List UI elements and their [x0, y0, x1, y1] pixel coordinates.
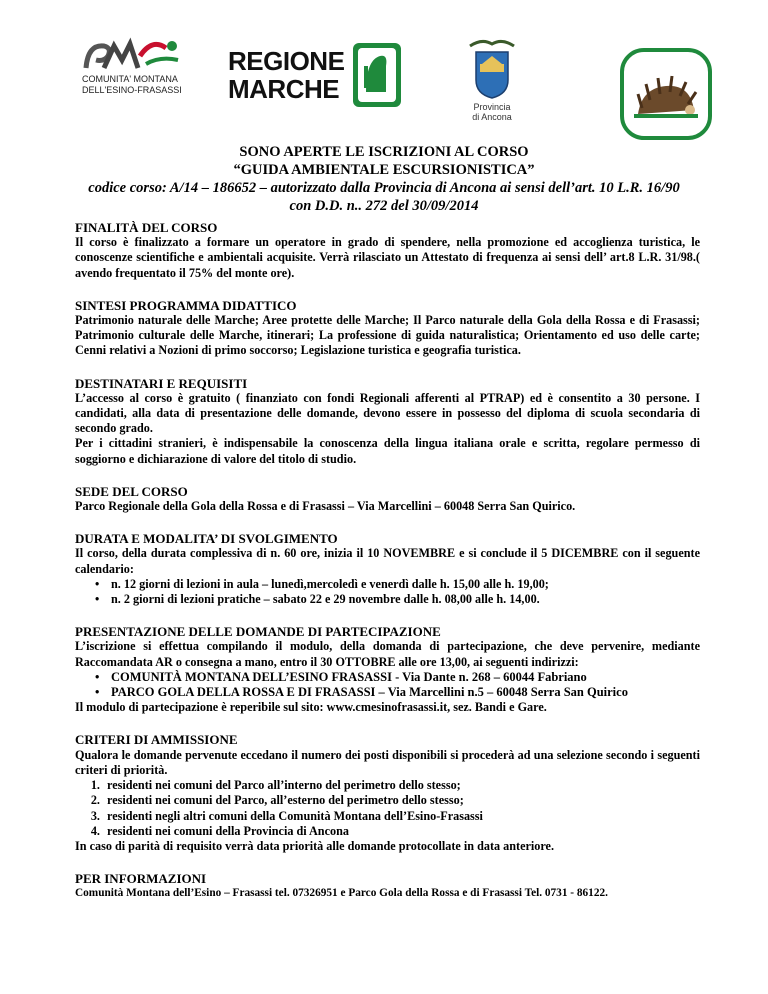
regione-marche-logo — [228, 48, 408, 114]
section-title: DESTINATARI E REQUISITI — [75, 375, 248, 391]
section-title: PER INFORMAZIONI — [75, 871, 207, 887]
section-sede — [75, 484, 700, 514]
section-durata — [75, 531, 700, 607]
announcement-heading — [40, 143, 728, 215]
section-criteri — [75, 732, 700, 854]
section-title: DURATA E MODALITA’ DI SVOLGIMENTO — [75, 531, 338, 547]
list-item: 3. residenti negli altri comuni della Comunità Montana dell’Esino-Frasassi — [103, 809, 700, 824]
provincia-text — [466, 102, 518, 122]
list-item: • PARCO GOLA DELLA ROSSA E DI FRASASSI – Via Marcellini n.5 – 60048 Serra San Quirico — [97, 685, 700, 700]
section-info — [75, 871, 700, 901]
section-text: L’iscrizione si effettua compilando il modulo, della domanda di partecipazione, che deve pervenire, mediante Raccomandata AR o consegna a mano, entro il 30 OTTOBRE alle ore 13,00, ai seguenti indirizzi: — [75, 639, 700, 669]
regione-marche-line1: REGIONE — [228, 46, 345, 76]
section-sintesi — [75, 298, 700, 359]
section-finalita — [75, 220, 700, 281]
section-title: SINTESI PROGRAMMA DIDATTICO — [75, 297, 297, 313]
course-code: codice corso: A/14 – 186652 – autorizzato dalla Provincia di Ancona ai sensi dell’art. 10 L.R. 16/90 — [88, 180, 680, 196]
parco-gola-rossa-logo — [620, 48, 712, 140]
provincia-ancona-logo — [462, 36, 522, 126]
regione-marche-emblem-icon — [352, 42, 402, 108]
section-text: Parco Regionale della Gola della Rossa e di Frasassi – Via Marcellini – 60048 Serra San Quirico. — [75, 499, 576, 514]
schedule-list — [75, 577, 700, 607]
address-list — [75, 670, 700, 700]
list-item: 1. residenti nei comuni del Parco all’interno del perimetro dello stesso; — [103, 778, 700, 793]
list-item: • COMUNITÀ MONTANA DELL’ESINO FRASASSI - Via Dante n. 268 – 60044 Fabriano — [97, 670, 700, 685]
comunita-montana-line2: DELL'ESINO-FRASASSI — [82, 85, 182, 95]
document-body — [75, 220, 700, 919]
comunita-montana-line1: COMUNITA' MONTANA — [82, 74, 178, 84]
comunita-montana-text — [82, 74, 182, 96]
section-footer: In caso di parità di requisito verrà data priorità alle domande protocollate in data anteriore. — [75, 838, 555, 853]
section-footer: Il modulo di partecipazione è reperibile sul sito: www.cmesinofrasassi.it, sez. Bandi e Gare. — [75, 700, 547, 715]
provincia-line1: Provincia — [473, 102, 511, 112]
list-item: 4. residenti nei comuni della Provincia di Ancona — [103, 824, 700, 839]
section-text: Qualora le domande pervenute eccedano il numero dei posti disponibili si procederà ad una selezione secondo i seguenti criteri di priorità. — [75, 747, 700, 777]
list-item: • n. 12 giorni di lezioni in aula – lunedì,mercoledì e venerdì dalle h. 15,00 alle h. 19,00; — [97, 577, 700, 592]
section-title: SEDE DEL CORSO — [75, 483, 188, 499]
course-decree: con D.D. n.. 272 del 30/09/2014 — [289, 198, 479, 214]
section-text: Il corso, della durata complessiva di n. 60 ore, inizia il 10 NOVEMBRE e si conclude il 5 DICEMBRE con il seguente calendario: — [75, 546, 700, 576]
section-text: Per i cittadini stranieri, è indispensabile la conoscenza della lingua italiana orale e scritta, regolare permesso di soggiorno e dichiarazione di valore del titolo di studio. — [75, 436, 700, 466]
course-title: “GUIDA AMBIENTALE ESCURSIONISTICA” — [233, 162, 535, 178]
section-text: Il corso è finalizzato a formare un operatore in grado di spendere, nella promozione ed accoglienza turistica, le conoscenze scientifiche e ambientali acquisite. Verrà rilasciato un Attestato di frequenza ai sensi dell’ art.8 L.R. 31/98.( avendo frequentato il 75% del monte ore). — [75, 235, 700, 280]
provincia-line2: di Ancona — [472, 112, 512, 122]
section-text: L’accesso al corso è gratuito ( finanziato con fondi Regionali afferenti al PTRAP) ed è consentito a 30 persone. I candidati, alla data di presentazione delle domande, devono essere in possesso del diploma di scuola secondaria di secondo grado. — [75, 390, 700, 436]
section-text: Comunità Montana dell’Esino – Frasassi tel. 07326951 e Parco Gola della Rossa e di Frasassi Tel. 0731 - 86122. — [75, 887, 608, 900]
section-destinatari — [75, 376, 700, 467]
section-title: PRESENTAZIONE DELLE DOMANDE DI PARTECIPAZIONE — [75, 624, 441, 640]
list-item: 2. residenti nei comuni del Parco, all’esterno del perimetro dello stesso; — [103, 793, 700, 808]
comunita-montana-logo — [82, 34, 202, 112]
section-text: Patrimonio naturale delle Marche; Aree protette delle Marche; Il Parco naturale della Gola della Rossa e di Frasassi; Patrimonio culturale delle Marche, itinerari; La professione di guida naturalistica; Orientamento ed uso delle carte; Cenni relativi a Nozioni di primo soccorso; Legislazione turistica e geografia turistica. — [75, 313, 700, 358]
provincia-crest-icon — [462, 36, 522, 100]
section-title: CRITERI DI AMMISSIONE — [75, 732, 238, 748]
section-title: FINALITÀ DEL CORSO — [75, 220, 218, 235]
heading-line1: SONO APERTE LE ISCRIZIONI AL CORSO — [239, 144, 529, 160]
criteria-list — [75, 778, 700, 839]
regione-marche-line2: MARCHE — [228, 74, 340, 104]
parco-hedgehog-icon — [620, 48, 712, 140]
comunita-montana-mark-icon — [82, 34, 202, 74]
section-presentazione — [75, 624, 700, 715]
list-item: • n. 2 giorni di lezioni pratiche – sabato 22 e 29 novembre dalle h. 08,00 alle h. 14,00. — [97, 592, 700, 607]
logo-bar — [0, 30, 768, 125]
